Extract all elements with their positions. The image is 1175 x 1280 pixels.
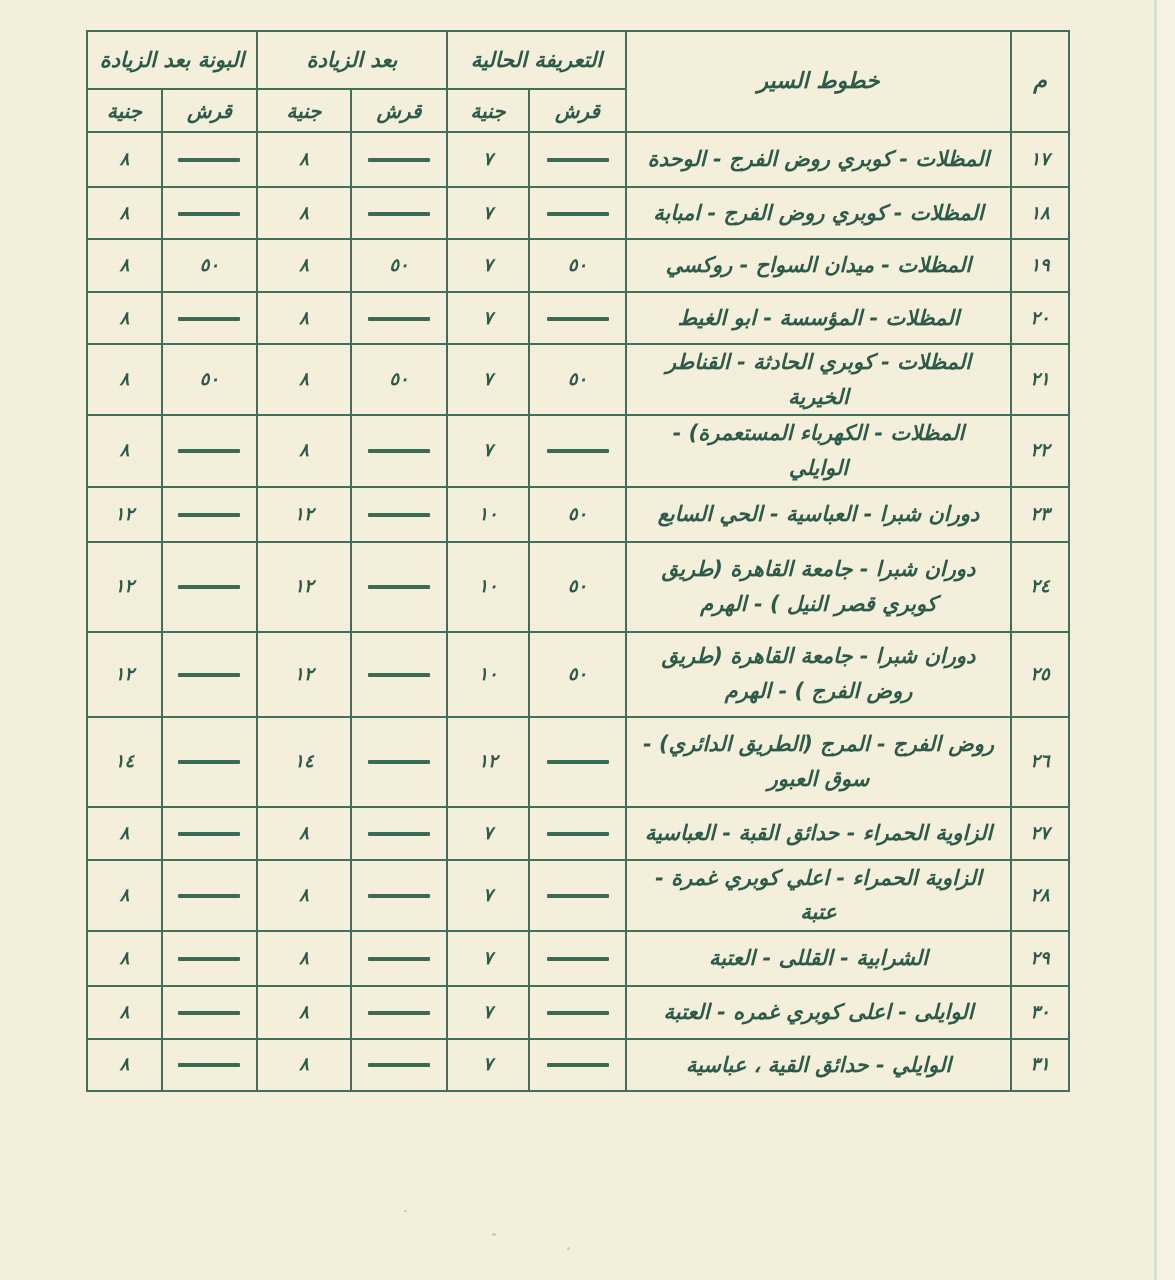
dash-line	[547, 317, 609, 321]
fare-cell-coupon-qirsh	[162, 542, 257, 632]
route-cell: الوايلى - اعلى كوبري غمره - العتبة	[626, 986, 1011, 1039]
dash-line	[178, 760, 240, 764]
page-edge-shadow	[1154, 0, 1157, 1280]
paper-speck	[567, 1247, 570, 1250]
fare-cell-coupon-qirsh	[162, 807, 257, 860]
fare-cell-current-qirsh: ٥٠	[529, 239, 626, 292]
route-cell: المظلات - ميدان السواح - روكسي	[626, 239, 1011, 292]
route-cell: الوايلي - حدائق القية ، عباسية	[626, 1039, 1011, 1091]
route-cell: المظلات - كوبري الحادثة - القناطر الخيرية	[626, 344, 1011, 415]
fare-cell-current-qirsh: ٥٠	[529, 632, 626, 717]
page-right-margin	[1157, 0, 1175, 1280]
fare-cell-current-genih: ٧	[447, 1039, 529, 1091]
table-row	[87, 1039, 1069, 1091]
header-number: م	[1011, 31, 1069, 132]
table-row	[87, 807, 1069, 860]
row-num: ٢٠	[1011, 292, 1069, 344]
route-cell: دوران شبرا - جامعة القاهرة (طريق روض الفرج ) - الهرم	[626, 632, 1011, 717]
table-row	[87, 292, 1069, 344]
route-cell: المظلات - الكهرباء المستعمرة) - الوايلي	[626, 415, 1011, 486]
subheader-current-qirsh: قرش	[529, 89, 626, 132]
fare-cell-coupon-genih: ٨	[87, 187, 162, 239]
row-num: ٢٥	[1011, 632, 1069, 717]
header-current-tariff: التعريفة الحالية	[447, 31, 626, 89]
fare-cell-increase-genih: ٨	[257, 986, 351, 1039]
fare-cell-coupon-qirsh	[162, 1039, 257, 1091]
fare-cell-increase-qirsh: ٥٠	[351, 344, 447, 415]
fare-cell-coupon-genih: ٨	[87, 860, 162, 931]
dash-line	[368, 513, 430, 517]
row-num: ٢٤	[1011, 542, 1069, 632]
table-row	[87, 986, 1069, 1039]
dash-line	[368, 317, 430, 321]
dash-line	[178, 158, 240, 162]
row-num: ٢٨	[1011, 860, 1069, 931]
fare-cell-current-genih: ٧	[447, 807, 529, 860]
fare-cell-coupon-qirsh	[162, 132, 257, 187]
fare-cell-increase-qirsh	[351, 986, 447, 1039]
fare-cell-coupon-qirsh	[162, 292, 257, 344]
subheader-coupon-qirsh: قرش	[162, 89, 257, 132]
fare-cell-current-qirsh	[529, 717, 626, 807]
subheader-coupon-genih: جنية	[87, 89, 162, 132]
fare-cell-coupon-qirsh: ٥٠	[162, 344, 257, 415]
row-num: ١٩	[1011, 239, 1069, 292]
row-num: ١٨	[1011, 187, 1069, 239]
table-row	[87, 717, 1069, 807]
table-row	[87, 344, 1069, 415]
row-num: ٢٢	[1011, 415, 1069, 486]
dash-line	[547, 449, 609, 453]
fare-cell-increase-qirsh	[351, 632, 447, 717]
table-row	[87, 487, 1069, 542]
paper-speck	[492, 1233, 496, 1236]
fare-cell-increase-genih: ٨	[257, 860, 351, 931]
fare-cell-coupon-genih: ٨	[87, 415, 162, 486]
route-cell: روض الفرج - المرج (الطريق الدائري) - سوق العبور	[626, 717, 1011, 807]
fare-cell-current-genih: ٧	[447, 132, 529, 187]
dash-line	[178, 317, 240, 321]
dash-line	[547, 894, 609, 898]
fare-cell-increase-genih: ٨	[257, 807, 351, 860]
dash-line	[368, 585, 430, 589]
dash-line	[178, 513, 240, 517]
fare-cell-current-genih: ١٠	[447, 632, 529, 717]
fare-cell-current-qirsh: ٥٠	[529, 487, 626, 542]
fare-cell-current-qirsh	[529, 931, 626, 986]
fare-cell-coupon-genih: ٨	[87, 292, 162, 344]
fare-cell-current-genih: ١٠	[447, 487, 529, 542]
dash-line	[547, 957, 609, 961]
dash-line	[178, 673, 240, 677]
fare-cell-increase-genih: ٨	[257, 344, 351, 415]
table-row	[87, 632, 1069, 717]
route-cell: الزاوية الحمراء - اعلي كوبري غمرة - عتبة	[626, 860, 1011, 931]
fare-cell-increase-genih: ٨	[257, 931, 351, 986]
fare-cell-coupon-qirsh	[162, 632, 257, 717]
fare-cell-current-qirsh	[529, 860, 626, 931]
table-header	[87, 31, 1069, 132]
dash-line	[368, 1011, 430, 1015]
dash-line	[368, 832, 430, 836]
row-num: ٢١	[1011, 344, 1069, 415]
row-num: ٢٧	[1011, 807, 1069, 860]
dash-line	[547, 212, 609, 216]
fare-cell-increase-genih: ١٢	[257, 487, 351, 542]
fare-cell-increase-qirsh	[351, 487, 447, 542]
fare-cell-current-genih: ٧	[447, 239, 529, 292]
fare-cell-coupon-genih: ٨	[87, 931, 162, 986]
fare-cell-increase-genih: ٨	[257, 239, 351, 292]
fare-cell-increase-qirsh	[351, 415, 447, 486]
dash-line	[368, 957, 430, 961]
fare-cell-current-qirsh	[529, 1039, 626, 1091]
route-cell: المظلات - كوبري روض الفرج - امبابة	[626, 187, 1011, 239]
fare-cell-coupon-qirsh	[162, 717, 257, 807]
fare-cell-increase-genih: ٨	[257, 415, 351, 486]
table-row	[87, 239, 1069, 292]
fare-cell-current-qirsh	[529, 415, 626, 486]
subheader-current-genih: جنية	[447, 89, 529, 132]
fare-cell-coupon-genih: ١٢	[87, 487, 162, 542]
dash-line	[178, 585, 240, 589]
fare-cell-coupon-genih: ١٢	[87, 632, 162, 717]
dash-line	[368, 212, 430, 216]
fare-cell-increase-qirsh	[351, 1039, 447, 1091]
fare-cell-increase-qirsh	[351, 132, 447, 187]
fare-cell-current-genih: ٧	[447, 344, 529, 415]
fare-cell-coupon-genih: ١٤	[87, 717, 162, 807]
table-row	[87, 542, 1069, 632]
header-after-increase: بعد الزيادة	[257, 31, 447, 89]
table-row	[87, 187, 1069, 239]
subheader-increase-genih: جنية	[257, 89, 351, 132]
fare-cell-coupon-genih: ٨	[87, 986, 162, 1039]
fare-cell-coupon-qirsh	[162, 415, 257, 486]
dash-line	[178, 894, 240, 898]
fare-cell-increase-qirsh: ٥٠	[351, 239, 447, 292]
fare-cell-current-qirsh: ٥٠	[529, 344, 626, 415]
header-coupon-after-increase: البونة بعد الزيادة	[87, 31, 257, 89]
fare-cell-current-genih: ٧	[447, 292, 529, 344]
dash-line	[547, 1063, 609, 1067]
fare-cell-increase-qirsh	[351, 717, 447, 807]
fare-cell-current-qirsh	[529, 187, 626, 239]
fare-cell-current-genih: ٧	[447, 986, 529, 1039]
dash-line	[368, 1063, 430, 1067]
fare-cell-coupon-genih: ١٢	[87, 542, 162, 632]
dash-line	[178, 832, 240, 836]
fare-cell-current-genih: ٧	[447, 931, 529, 986]
fare-cell-current-genih: ٧	[447, 860, 529, 931]
fare-cell-current-qirsh	[529, 986, 626, 1039]
dash-line	[178, 212, 240, 216]
dash-line	[368, 158, 430, 162]
fare-cell-coupon-qirsh	[162, 487, 257, 542]
subheader-increase-qirsh: قرش	[351, 89, 447, 132]
fare-cell-current-genih: ١٢	[447, 717, 529, 807]
table-row	[87, 931, 1069, 986]
route-cell: دوران شبرا - العباسية - الحي السابع	[626, 487, 1011, 542]
fare-cell-increase-genih: ٨	[257, 132, 351, 187]
dash-line	[368, 894, 430, 898]
route-cell: المظلات - المؤسسة - ابو الغيط	[626, 292, 1011, 344]
fare-cell-increase-qirsh	[351, 187, 447, 239]
header-route: خطوط السير	[626, 31, 1011, 132]
fare-cell-coupon-genih: ٨	[87, 132, 162, 187]
fare-cell-coupon-genih: ٨	[87, 807, 162, 860]
dash-line	[178, 1063, 240, 1067]
fare-cell-coupon-qirsh	[162, 931, 257, 986]
fare-cell-coupon-qirsh	[162, 986, 257, 1039]
dash-line	[178, 449, 240, 453]
fare-cell-increase-qirsh	[351, 931, 447, 986]
fare-cell-increase-genih: ١٢	[257, 542, 351, 632]
row-num: ٢٣	[1011, 487, 1069, 542]
table-body	[87, 132, 1069, 1091]
row-num: ٢٩	[1011, 931, 1069, 986]
fare-cell-increase-qirsh	[351, 807, 447, 860]
fare-cell-current-qirsh	[529, 292, 626, 344]
dash-line	[368, 760, 430, 764]
fare-cell-current-qirsh	[529, 132, 626, 187]
dash-line	[368, 449, 430, 453]
fare-cell-increase-genih: ٨	[257, 1039, 351, 1091]
fare-cell-coupon-genih: ٨	[87, 239, 162, 292]
fare-cell-increase-qirsh	[351, 292, 447, 344]
table-row	[87, 415, 1069, 486]
route-cell: المظلات - كوبري روض الفرج - الوحدة	[626, 132, 1011, 187]
fare-cell-increase-genih: ٨	[257, 292, 351, 344]
dash-line	[178, 1011, 240, 1015]
dash-line	[178, 957, 240, 961]
table-row	[87, 132, 1069, 187]
fare-cell-coupon-genih: ٨	[87, 1039, 162, 1091]
fare-cell-coupon-qirsh	[162, 860, 257, 931]
route-cell: الزاوية الحمراء - حدائق القبة - العباسية	[626, 807, 1011, 860]
dash-line	[547, 832, 609, 836]
fare-table	[86, 30, 1070, 1092]
fare-cell-increase-qirsh	[351, 860, 447, 931]
table-row	[87, 860, 1069, 931]
row-num: ٢٦	[1011, 717, 1069, 807]
row-num: ١٧	[1011, 132, 1069, 187]
fare-cell-current-genih: ٧	[447, 415, 529, 486]
dash-line	[547, 760, 609, 764]
fare-cell-coupon-qirsh	[162, 187, 257, 239]
fare-cell-current-genih: ١٠	[447, 542, 529, 632]
dash-line	[547, 1011, 609, 1015]
row-num: ٣١	[1011, 1039, 1069, 1091]
row-num: ٣٠	[1011, 986, 1069, 1039]
fare-cell-coupon-genih: ٨	[87, 344, 162, 415]
dash-line	[547, 158, 609, 162]
fare-cell-increase-genih: ١٤	[257, 717, 351, 807]
fare-cell-increase-genih: ٨	[257, 187, 351, 239]
fare-cell-increase-qirsh	[351, 542, 447, 632]
fare-cell-increase-genih: ١٢	[257, 632, 351, 717]
fare-cell-current-qirsh	[529, 807, 626, 860]
dash-line	[368, 673, 430, 677]
route-cell: دوران شبرا - جامعة القاهرة (طريق كوبري قصر النيل ) - الهرم	[626, 542, 1011, 632]
route-cell: الشرابية - القللى - العتبة	[626, 931, 1011, 986]
paper-speck	[404, 1210, 407, 1212]
fare-cell-current-genih: ٧	[447, 187, 529, 239]
fare-cell-current-qirsh: ٥٠	[529, 542, 626, 632]
fare-cell-coupon-qirsh: ٥٠	[162, 239, 257, 292]
